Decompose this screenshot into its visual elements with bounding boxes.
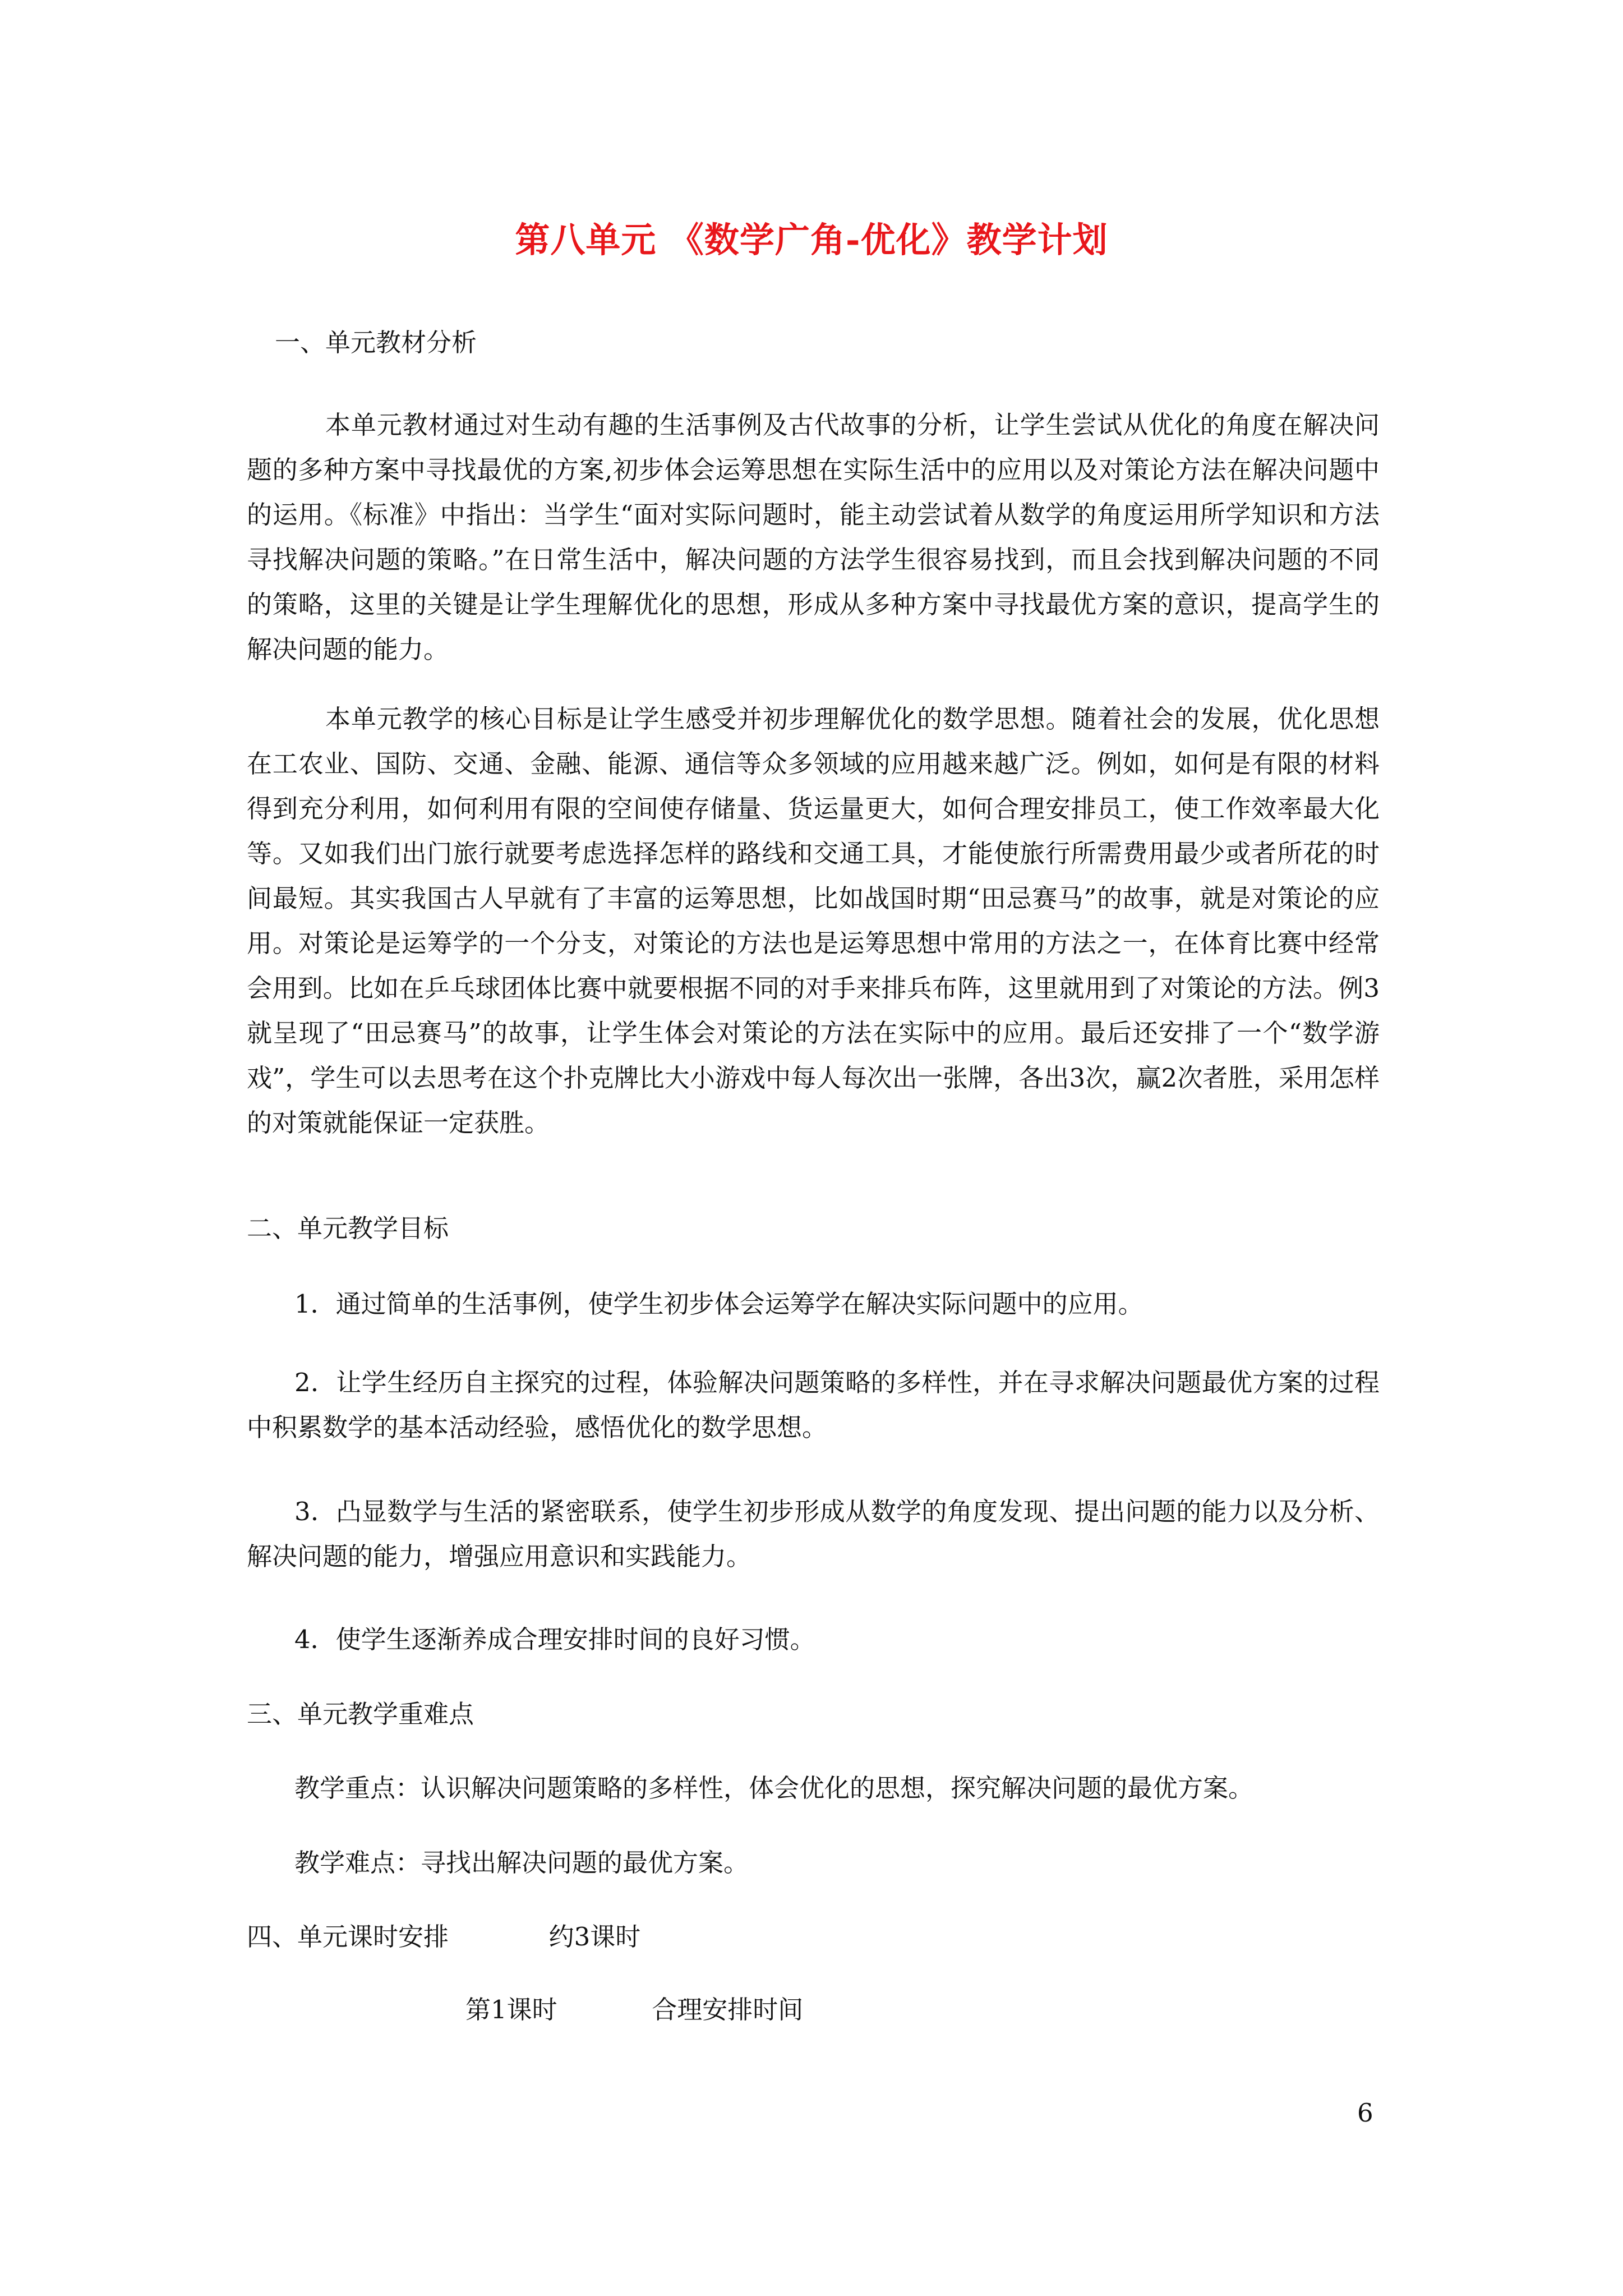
lesson-1-row: [465, 1997, 803, 2022]
difficult-point-text: 教学难点：寻找出解决问题的最优方案。: [294, 1848, 749, 1878]
document-title: 第八单元 《数学广角-优化》教学计划: [515, 219, 1108, 260]
section-heading-schedule: [247, 1922, 641, 1952]
page-number: 6: [1357, 2098, 1373, 2128]
goal-item-1: 1．通过简单的生活事例，使学生初步体会运筹学在解决实际问题中的应用。: [294, 1289, 1144, 1319]
section-heading-key-points: 三、单元教学重难点: [247, 1699, 474, 1729]
schedule-heading-text: 四、单元课时安排: [247, 1922, 449, 1952]
goal-item-4: 4．使学生逐渐养成合理安排时间的良好习惯。: [294, 1625, 815, 1654]
section-heading-goals: 二、单元教学目标: [247, 1213, 449, 1243]
lesson-1-topic: 合理安排时间: [652, 1995, 804, 2024]
section-heading-analysis: 一、单元教材分析: [275, 328, 477, 357]
schedule-total: 约3课时: [548, 1922, 641, 1952]
goal-item-3: 3．凸显数学与生活的紧密联系，使学生初步形成从数学的角度发现、提出问题的能力以及分析、解决问题的能力，增强应用意识和实践能力。: [247, 1497, 1380, 1571]
goal-item-2: 2．让学生经历自主探究的过程，体验解决问题策略的多样性，并在寻求解决问题最优方案的过程中积累数学的基本活动经验，感悟优化的数学思想。: [247, 1368, 1380, 1442]
lesson-1-label: 第1课时: [465, 1995, 557, 2024]
analysis-paragraph-2: 本单元教学的核心目标是让学生感受并初步理解优化的数学思想。随着社会的发展，优化思想在工农业、国防、交通、金融、能源、通信等众多领域的应用越来越广泛。例如，如何是有限的材料得到充分利用，如何利用有限的空间使存储量、货运量更大，如何合理安排员工，使工作效率最大化等。又如我们出门旅行就要考虑选择怎样的路线和交通工具，才能使旅行所需费用最少或者所花的时间最短。其实我国古人早就有了丰富的运筹思想，比如战国时期“田忌赛马”的故事，就是对策论的应用。对策论是运筹学的一个分支，对策论的方法也是运筹思想中常用的方法之一，在体育比赛中经常会用到。比如在乒乓球团体比赛中就要根据不同的对手来排兵布阵，这里就用到了对策论的方法。例3就呈现了“田忌赛马”的故事，让学生体会对策论的方法在实际中的应用。最后还安排了一个“数学游戏”，学生可以去思考在这个扑克牌比大小游戏中每人每次出一张牌，各出3次，赢2次者胜，采用怎样的对策就能保证一定获胜。: [247, 704, 1380, 1138]
analysis-paragraph-1: 本单元教材通过对生动有趣的生活事例及古代故事的分析，让学生尝试从优化的角度在解决问题的多种方案中寻找最优的方案,初步体会运筹思想在实际生活中的应用以及对策论方法在解决问题中的运用。《标准》中指出：当学生“面对实际问题时，能主动尝试着从数学的角度运用所学知识和方法寻找解决问题的策略。”在日常生活中，解决问题的方法学生很容易找到，而且会找到解决问题的不同的策略，这里的关键是让学生理解优化的思想，形成从多种方案中寻找最优方案的意识，提高学生的解决问题的能力。: [247, 410, 1380, 664]
key-point-text: 教学重点：认识解决问题策略的多样性，体会优化的思想，探究解决问题的最优方案。: [294, 1773, 1254, 1803]
